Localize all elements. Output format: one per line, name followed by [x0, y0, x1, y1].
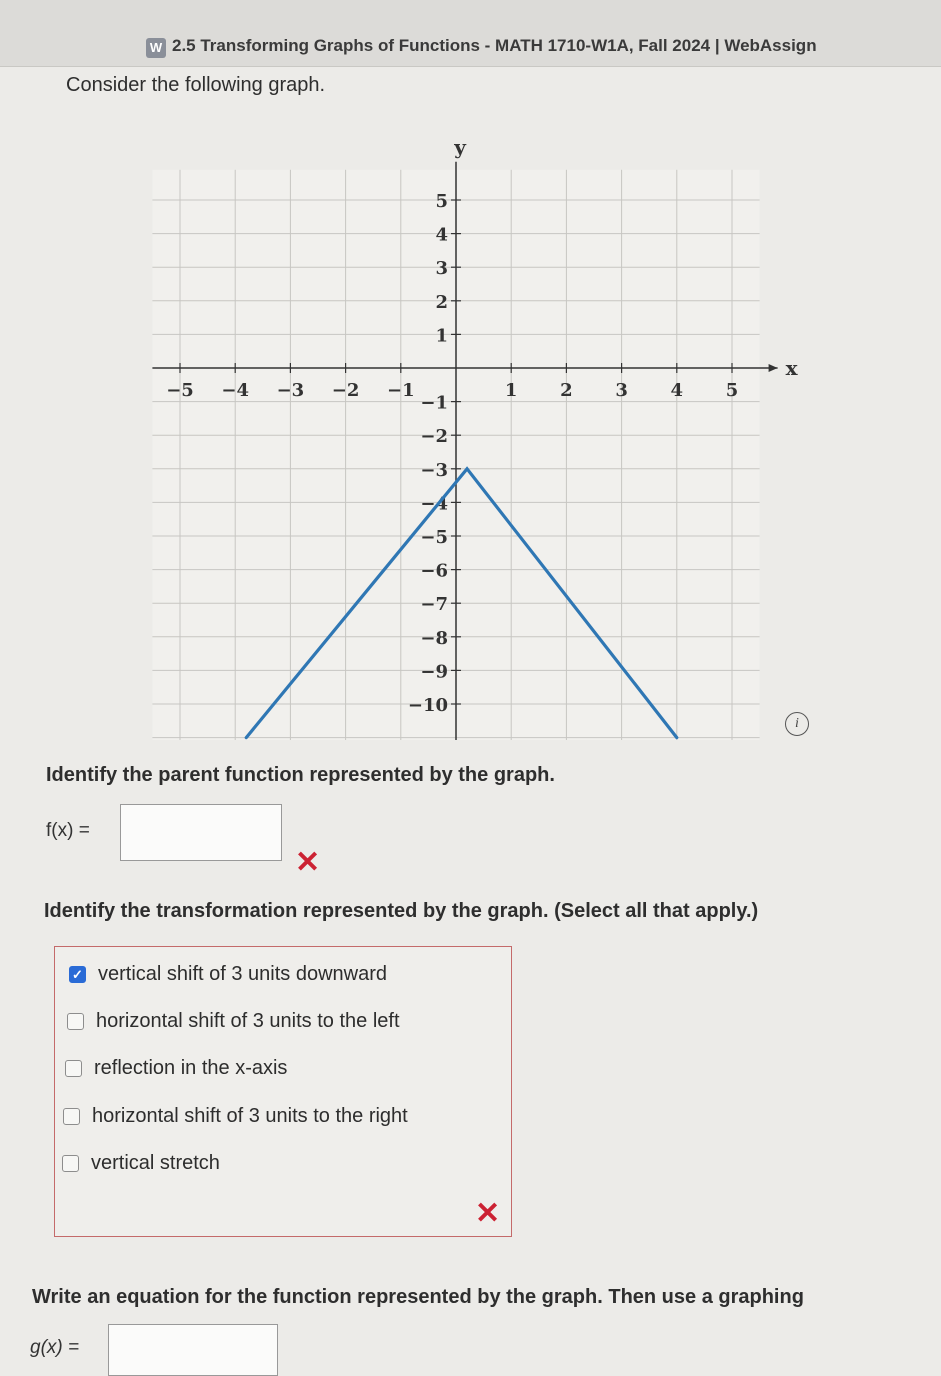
parent-function-label: f(x) = [46, 820, 90, 841]
option-vertical-stretch[interactable] [62, 1152, 220, 1175]
y-tick-label: −8 [420, 627, 448, 649]
transformation-incorrect-icon: ✕ [475, 1197, 501, 1230]
option-horizontal-shift-left[interactable] [67, 1010, 400, 1033]
checkbox-icon[interactable] [65, 1060, 82, 1077]
y-tick-label: −9 [420, 661, 448, 683]
y-tick-label: −6 [420, 560, 448, 582]
browser-tab-bar [0, 0, 941, 67]
webassign-logo-icon: W [146, 38, 166, 58]
x-tick-label: 3 [615, 380, 628, 401]
checkbox-icon[interactable] [62, 1155, 79, 1172]
x-tick-label: 5 [725, 380, 739, 401]
option-label: vertical stretch [91, 1152, 220, 1174]
y-tick-label: 2 [435, 291, 448, 313]
x-tick-label: −2 [331, 380, 360, 401]
tab-title[interactable]: 2.5 Transforming Graphs of Functions - MATH 1710-W1A, Fall 2024 | WebAssign [172, 36, 817, 55]
transformation-options-panel [54, 946, 512, 1237]
x-tick-label: −1 [386, 380, 415, 401]
y-tick-label: 5 [435, 191, 448, 212]
function-graph [150, 120, 810, 740]
equation-label: g(x) = [30, 1337, 80, 1358]
option-horizontal-shift-right[interactable] [63, 1105, 408, 1128]
y-tick-label: −5 [420, 527, 448, 548]
option-label: horizontal shift of 3 units to the right [92, 1105, 408, 1127]
consider-graph-prompt: Consider the following graph. [66, 74, 326, 96]
option-label: horizontal shift of 3 units to the left [96, 1010, 400, 1032]
checkbox-icon[interactable] [67, 1013, 84, 1030]
y-tick-label: −1 [420, 392, 448, 414]
y-tick-label: 4 [435, 224, 448, 246]
y-tick-label: −7 [420, 594, 448, 616]
write-equation-prompt: Write an equation for the function represented by the graph. Then use a graphing [32, 1286, 804, 1308]
y-tick-label: −3 [420, 459, 448, 481]
y-axis-label: y [454, 134, 466, 159]
identify-parent-prompt: Identify the parent function represented by the graph. [46, 764, 555, 786]
info-icon[interactable]: i [785, 712, 809, 736]
x-tick-label: 2 [560, 380, 573, 401]
option-label: vertical shift of 3 units downward [98, 963, 388, 985]
x-tick-label: −3 [276, 380, 305, 401]
checked-checkbox-icon[interactable]: ✓ [69, 966, 86, 983]
y-tick-label: −10 [407, 695, 448, 716]
identify-transformation-prompt: Identify the transformation represented by the graph. (Select all that apply.) [44, 900, 759, 922]
option-vertical-shift-down[interactable] [69, 963, 387, 986]
parent-function-input[interactable] [120, 804, 282, 861]
x-tick-label: 4 [670, 380, 684, 401]
y-tick-label: −4 [420, 493, 448, 515]
option-reflection-x-axis[interactable] [65, 1057, 287, 1080]
checkbox-icon[interactable] [63, 1108, 80, 1125]
y-tick-label: −2 [420, 426, 448, 448]
x-axis-label: x [785, 356, 798, 380]
y-tick-label: 3 [435, 258, 448, 280]
x-axis-arrow-icon [769, 364, 778, 372]
parent-incorrect-icon: ✕ [295, 846, 321, 879]
equation-input[interactable] [108, 1324, 278, 1376]
x-tick-label: −5 [166, 380, 194, 401]
option-label: reflection in the x-axis [94, 1057, 288, 1079]
x-tick-label: −4 [221, 380, 250, 401]
y-tick-label: 1 [435, 325, 448, 347]
x-tick-label: 1 [504, 380, 518, 401]
